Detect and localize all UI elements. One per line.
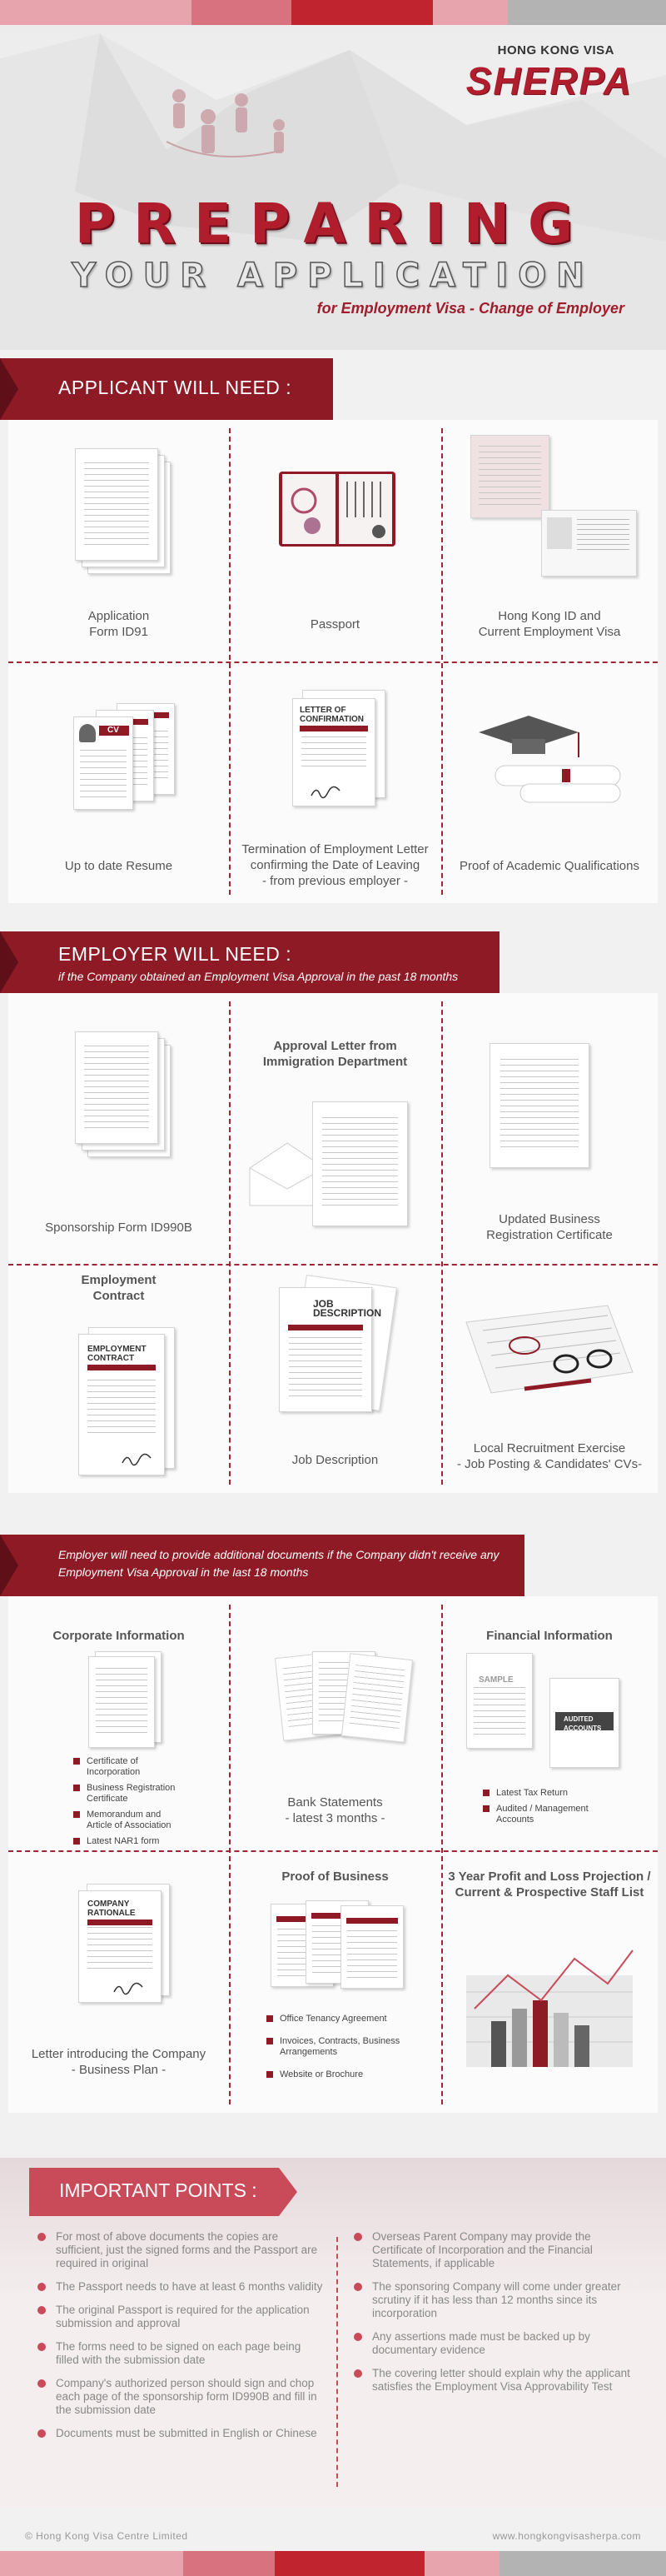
- approval-letter-document-icon: [312, 1101, 408, 1226]
- applicant-banner: [0, 358, 333, 420]
- item-caption: Passport: [310, 617, 360, 632]
- point-item: Overseas Parent Company may provide the Certificate of Incorporation and the Financial Statements, if applicable: [354, 2230, 641, 2270]
- bullet-item: Invoices, Contracts, Business Arrangements: [266, 2036, 433, 2058]
- important-points-banner: [29, 2168, 279, 2216]
- point-item: Company's authorized person should sign and chop each page of the sponsorship form ID990B and fill in the submission date: [37, 2377, 325, 2417]
- item-caption: Employment Contract: [81, 1273, 157, 1303]
- job-description: [229, 1264, 441, 1493]
- application-form-id91: [8, 420, 229, 661]
- point-item: Documents must be submitted in English or Chinese: [37, 2427, 325, 2440]
- bullet-item: Website or Brochure: [266, 2069, 433, 2080]
- item-caption: Proof of Business: [281, 1870, 389, 1884]
- point-item: The forms need to be signed on each page being filled with the submission date: [37, 2340, 325, 2367]
- applicant-panel: [8, 420, 658, 903]
- tax-return-icon: SAMPLE: [466, 1653, 533, 1749]
- website-link[interactable]: www.hongkongvisasherpa.com: [492, 2530, 641, 2542]
- item-caption: 3 Year Profit and Loss Projection / Current & Prospective Staff List: [448, 1870, 651, 1900]
- header: [0, 25, 666, 350]
- bar-chart-icon: [466, 1942, 641, 2067]
- item-caption: Updated Business Registration Certificate: [486, 1212, 613, 1242]
- page-title-line2: YOUR APPLICATION: [72, 257, 594, 295]
- financial-information: [441, 1596, 658, 1850]
- approval-letter: [229, 993, 441, 1264]
- point-item: The sponsoring Company will come under greater scrutiny if it has less than 12 months since its incorporation: [354, 2280, 641, 2320]
- bullet-item: Memorandum and Article of Association: [73, 1810, 215, 1831]
- financial-bullets: [483, 1788, 641, 1830]
- item-caption: Sponsorship Form ID990B: [45, 1221, 192, 1235]
- resume-document-icon: CV: [73, 716, 133, 810]
- point-item: For most of above documents the copies are sufficient, just the signed forms and the Passport are required in original: [37, 2230, 325, 2270]
- bullet-item: Latest NAR1 form: [73, 1836, 215, 1847]
- audited-accounts-icon: AUDITED ACCOUNTS: [549, 1678, 619, 1768]
- additional-heading: Employer will need to provide additional documents if the Company didn't receive any Employment Visa Approval in the last 18 months: [58, 1548, 500, 1579]
- employer-banner: [0, 931, 500, 993]
- additional-panel: [8, 1596, 658, 2113]
- visa-document-icon: [470, 435, 549, 518]
- page-title: PREPARING: [74, 192, 592, 256]
- employer-panel: [8, 993, 658, 1493]
- bullet-item: Office Tenancy Agreement: [266, 2014, 433, 2024]
- item-caption: Hong Kong ID and Current Employment Visa: [478, 609, 621, 639]
- footer: [0, 2508, 666, 2576]
- termination-letter: [229, 661, 441, 903]
- corporate-bullets: [73, 1756, 215, 1852]
- bank-statements: [229, 1596, 441, 1850]
- business-bullets: [266, 2014, 433, 2085]
- point-item: The covering letter should explain why the applicant satisfies the Employment Visa Approvability Test: [354, 2367, 641, 2394]
- point-item: Any assertions made must be backed up by documentary evidence: [354, 2330, 641, 2357]
- sponsorship-form-id990b: [8, 993, 229, 1264]
- newspaper-and-glasses-icon: [458, 1297, 641, 1405]
- resume: [8, 661, 229, 903]
- item-caption: Up to date Resume: [64, 859, 173, 873]
- important-heading: IMPORTANT POINTS :: [59, 2179, 257, 2201]
- page-subtitle: for Employment Visa - Change of Employer: [316, 300, 624, 317]
- passport-icon: [279, 472, 395, 547]
- item-caption: Termination of Employment Letter confirming the Date of Leaving - from previous employer -: [241, 842, 429, 888]
- item-caption: Job Description: [291, 1453, 379, 1467]
- copyright-text: © Hong Kong Visa Centre Limited: [25, 2530, 188, 2542]
- item-caption: Approval Letter from Immigration Department: [262, 1039, 408, 1069]
- point-item: The Passport needs to have at least 6 months validity: [37, 2280, 325, 2294]
- important-points-right: [354, 2230, 641, 2404]
- logo-sherpa: SHERPA: [465, 59, 633, 102]
- certificate-document-icon: [490, 1043, 589, 1168]
- bottom-color-strip: [0, 2551, 666, 2576]
- point-item: The original Passport is required for the application submission and approval: [37, 2304, 325, 2330]
- id-card-icon: [541, 510, 637, 577]
- item-caption: Bank Statements - latest 3 months -: [285, 1795, 385, 1825]
- item-caption: Application Form ID91: [87, 609, 150, 639]
- academic-qualifications: [441, 661, 658, 903]
- proof-of-business: [229, 1850, 441, 2113]
- employer-heading: EMPLOYER WILL NEED :: [58, 943, 292, 965]
- applicant-heading: APPLICANT WILL NEED :: [58, 377, 292, 398]
- item-caption: Corporate Information: [52, 1629, 185, 1643]
- item-caption: Proof of Academic Qualifications: [460, 859, 639, 873]
- employment-contract: [8, 1264, 229, 1493]
- contract-document-icon: EMPLOYMENT CONTRACT: [78, 1334, 165, 1475]
- bullet-item: Latest Tax Return: [483, 1788, 641, 1799]
- letter-document-icon: LETTER OF CONFIRMATION: [292, 698, 375, 806]
- company-rationale-icon: COMPANY RATIONALE: [78, 1890, 162, 2003]
- important-points-left: [37, 2230, 325, 2450]
- item-caption: Local Recruitment Exercise - Job Posting & Candidates' CVs-: [456, 1441, 643, 1471]
- graduation-cap-icon: [462, 707, 629, 807]
- bullet-item: Audited / Management Accounts: [483, 1804, 641, 1825]
- local-recruitment-exercise: [441, 1264, 658, 1493]
- item-caption: Letter introducing the Company - Business Plan -: [31, 2047, 206, 2077]
- item-caption: Financial Information: [486, 1629, 613, 1643]
- profit-loss-projection: [441, 1850, 658, 2113]
- passport: [229, 420, 441, 661]
- employer-subheading: if the Company obtained an Employment Visa Approval in the past 18 months: [58, 970, 459, 983]
- logo-tagline: HONG KONG VISA: [497, 43, 614, 57]
- business-registration-certificate: [441, 993, 658, 1264]
- bullet-item: Certificate of Incorporation: [73, 1756, 215, 1778]
- top-color-strip: [0, 0, 666, 25]
- hong-kong-id-and-visa: [441, 420, 658, 661]
- corporate-information: [8, 1596, 229, 1850]
- corporate-document-icon: [88, 1656, 155, 1748]
- additional-banner: [0, 1535, 524, 1596]
- form-document-icon: [75, 1031, 158, 1144]
- letter-introducing-company: [8, 1850, 229, 2113]
- bullet-item: Business Registration Certificate: [73, 1783, 215, 1805]
- job-description-document-icon: JOB DESCRIPTION: [279, 1287, 372, 1412]
- important-points-section: [0, 2158, 666, 2508]
